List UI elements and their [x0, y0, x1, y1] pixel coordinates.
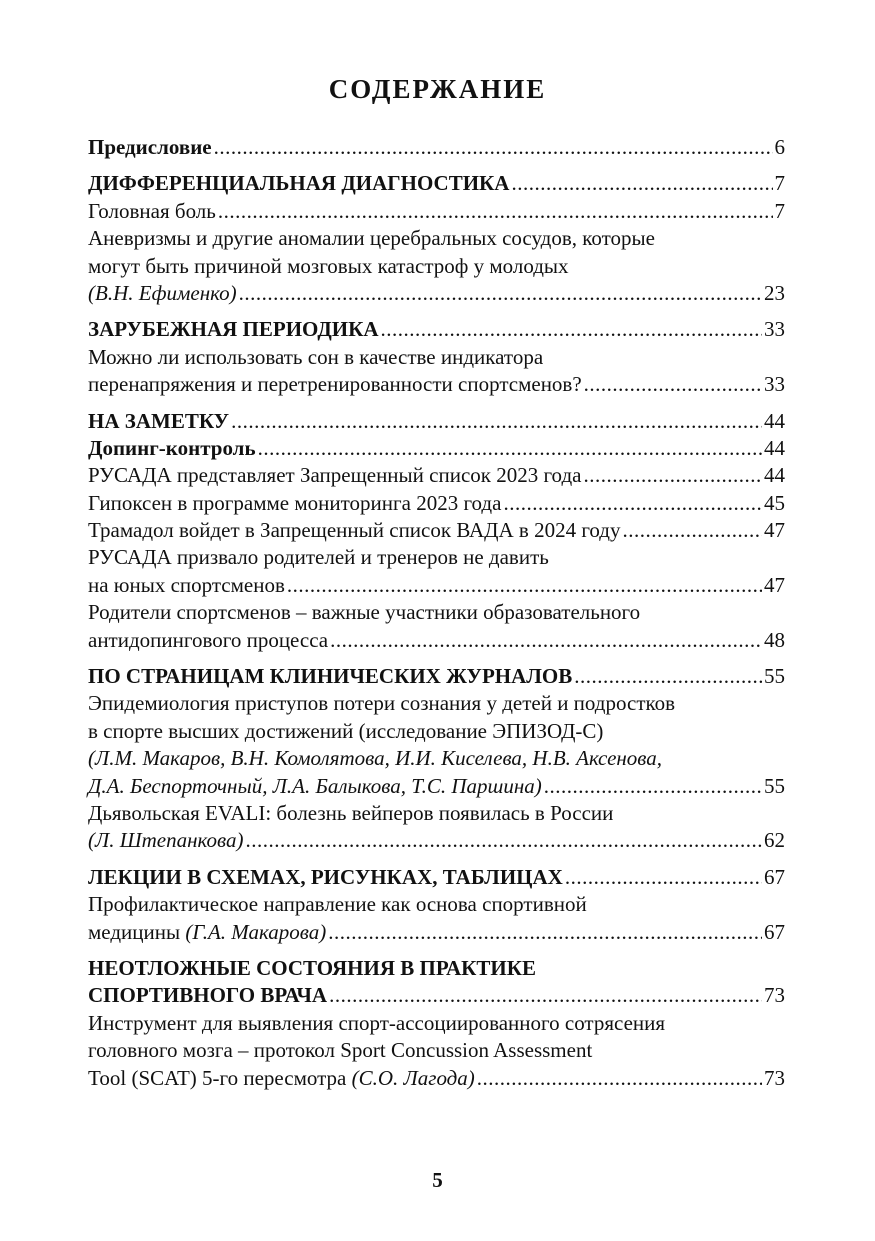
dot-leader [584, 371, 762, 398]
toc-section-heading[interactable] [88, 864, 785, 891]
section-title: НЕОТЛОЖНЫЕ СОСТОЯНИЯ В ПРАКТИКЕ [88, 955, 536, 980]
toc-entry-author: (С.О. Лагода) [351, 1065, 475, 1090]
dot-leader [246, 827, 762, 854]
section-title: СПОРТИВНОГО ВРАЧА [88, 983, 328, 1008]
toc-page-number: 47 [764, 518, 785, 543]
toc-entry-line[interactable] [88, 827, 785, 854]
toc-page-number: 48 [764, 627, 785, 652]
toc-entry-label: Гипоксен в программе мониторинга 2023 года [88, 490, 502, 515]
toc-entry-line[interactable] [88, 572, 785, 599]
toc-entry-line[interactable] [88, 891, 785, 918]
dot-leader [623, 517, 763, 544]
dot-leader [328, 919, 762, 946]
toc-entry-label: могут быть причиной мозговых катастроф у молодых [88, 253, 569, 278]
toc-entry-line[interactable] [88, 344, 785, 371]
toc-entry-line[interactable] [88, 1010, 785, 1037]
subsection-title: Допинг-контроль [88, 435, 256, 460]
toc-page-number: 44 [764, 435, 785, 460]
toc-page-number: 55 [764, 664, 785, 689]
toc-entry-label: РУСАДА призвало родителей и тренеров не давить [88, 545, 549, 570]
toc-entry-line[interactable] [88, 800, 785, 827]
toc-page-number: 67 [764, 864, 785, 889]
toc-entry-line[interactable] [88, 544, 785, 571]
toc-entry-label: антидопингового процесса [88, 627, 329, 652]
toc-entry-label: Родители спортсменов – важные участники образовательного [88, 600, 641, 625]
toc-entry-line[interactable] [88, 1037, 785, 1064]
toc-entry-label: Эпидемиология приступов потери сознания у детей и подростков [88, 691, 676, 716]
dot-leader [511, 170, 772, 197]
toc-page-number: 67 [764, 919, 785, 944]
toc-section-heading[interactable] [88, 663, 785, 690]
section-title: ДИФФЕРЕНЦИАЛЬНАЯ ДИАГНОСТИКА [88, 171, 510, 196]
toc-section-heading[interactable] [88, 955, 785, 982]
toc-entry-author: Д.А. Беспорточный, Л.А. Балыкова, Т.С. Паршина) [88, 773, 542, 798]
toc-page-number: 33 [764, 372, 785, 397]
dot-leader [583, 462, 762, 489]
toc-entry-line[interactable] [88, 919, 785, 946]
toc-entry-label: Профилактическое направление как основа спортивной [88, 892, 587, 917]
section-title: ПО СТРАНИЦАМ КЛИНИЧЕСКИХ ЖУРНАЛОВ [88, 664, 573, 689]
toc-page-number: 7 [774, 198, 785, 223]
toc-page-number: 6 [774, 135, 785, 159]
toc-page-number: 44 [764, 408, 785, 433]
toc-page-number: 62 [764, 828, 785, 853]
section-title: ЗАРУБЕЖНАЯ ПЕРИОДИКА [88, 317, 379, 342]
dot-leader [287, 572, 762, 599]
toc-entry[interactable] [88, 490, 785, 517]
toc-entry[interactable] [88, 517, 785, 544]
dot-leader [258, 435, 762, 462]
toc-section-heading[interactable] [88, 316, 785, 343]
toc-entry-line[interactable] [88, 745, 785, 772]
toc-preface[interactable] [88, 134, 785, 161]
dot-leader [381, 316, 762, 343]
toc-entry-author: (Л.М. Макаров, В.Н. Комолятова, И.И. Киселева, Н.В. Аксенова, [88, 746, 663, 771]
dot-leader [218, 198, 773, 225]
toc-entry-line[interactable] [88, 280, 785, 307]
section-title: НА ЗАМЕТКУ [88, 408, 230, 433]
toc-entry-label: Tool (SCAT) 5-го пересмотра [88, 1065, 347, 1090]
toc-page-number: 47 [764, 572, 785, 597]
toc-entry-label: в спорте высших достижений (исследование ЭПИЗОД-С) [88, 718, 604, 743]
dot-leader [330, 627, 762, 654]
toc-entry-label: головного мозга – протокол Sport Concussion Assessment [88, 1038, 593, 1063]
toc-subsection-heading[interactable] [88, 435, 785, 462]
toc-entry-line[interactable] [88, 599, 785, 626]
toc-entry-author: (Л. Штепанкова) [88, 828, 244, 853]
toc-entry-label: медицины [88, 919, 181, 944]
dot-leader [231, 408, 762, 435]
toc-entry[interactable] [88, 462, 785, 489]
toc-page-number: 44 [764, 463, 785, 488]
toc-entry-label: на юных спортсменов [88, 572, 285, 597]
toc-entry-label: перенапряжения и перетренированности спортсменов? [88, 372, 582, 397]
toc-entry-line[interactable] [88, 718, 785, 745]
toc-section-heading[interactable] [88, 982, 785, 1009]
toc-entry-line[interactable] [88, 773, 785, 800]
dot-leader [329, 982, 762, 1009]
toc-page-number: 33 [764, 317, 785, 342]
toc-page-number: 45 [764, 490, 785, 515]
toc-entry-label: Головная боль [88, 198, 216, 223]
section-title: ЛЕКЦИИ В СХЕМАХ, РИСУНКАХ, ТАБЛИЦАХ [88, 864, 563, 889]
dot-leader [239, 280, 762, 307]
toc-page-number: 55 [764, 773, 785, 798]
toc-section-heading[interactable] [88, 170, 785, 197]
table-of-contents [88, 134, 785, 1092]
toc-entry-line[interactable] [88, 690, 785, 717]
toc-page-number: 73 [764, 1065, 785, 1090]
dot-leader [565, 864, 762, 891]
toc-page-number: 23 [764, 280, 785, 305]
toc-entry-author: (Г.А. Макарова) [185, 919, 327, 944]
toc-entry-label: Аневризмы и другие аномалии церебральных сосудов, которые [88, 226, 655, 251]
toc-entry-label: РУСАДА представляет Запрещенный список 2023 года [88, 463, 582, 488]
page-title: СОДЕРЖАНИЕ [328, 74, 547, 104]
toc-page-number: 73 [764, 983, 785, 1008]
toc-entry-label: Можно ли использовать сон в качестве индикатора [88, 344, 544, 369]
toc-entry-line[interactable] [88, 627, 785, 654]
dot-leader [214, 134, 773, 161]
toc-page-number: 7 [774, 171, 785, 196]
dot-leader [503, 490, 762, 517]
dot-leader [477, 1065, 762, 1092]
toc-entry-label: Трамадол войдет в Запрещенный список ВАДА в 2024 году [88, 518, 621, 543]
page-number: 5 [432, 1168, 443, 1192]
dot-leader [544, 773, 762, 800]
dot-leader [574, 663, 762, 690]
toc-entry-label: Инструмент для выявления спорт-ассоциированного сотрясения [88, 1010, 666, 1035]
toc-entry[interactable] [88, 198, 785, 225]
toc-entry-line[interactable] [88, 225, 785, 252]
toc-entry-line[interactable] [88, 1065, 785, 1092]
toc-section-heading[interactable] [88, 408, 785, 435]
toc-entry-author: (В.Н. Ефименко) [88, 280, 237, 305]
toc-entry-line[interactable] [88, 253, 785, 280]
toc-entry-line[interactable] [88, 371, 785, 398]
toc-entry-label: Предисловие [88, 135, 212, 159]
toc-entry-label: Дьявольская EVALI: болезнь вейперов появилась в России [88, 800, 614, 825]
